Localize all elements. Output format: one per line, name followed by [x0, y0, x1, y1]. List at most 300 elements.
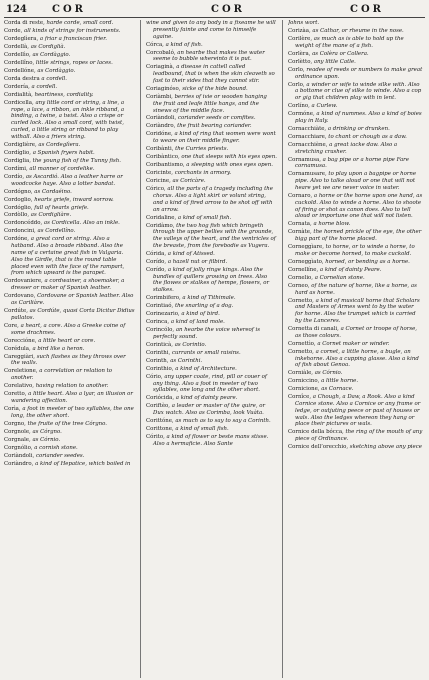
entry-definition: a little heart. Also a lyar, an illusion or wandering affection. — [11, 391, 133, 404]
dictionary-entry — [288, 157, 423, 171]
dictionary-entry — [146, 327, 277, 341]
dictionary-entry — [288, 142, 423, 156]
entry-headword: Coriàndoli, — [4, 452, 35, 459]
header-rule — [4, 17, 425, 18]
entry-definition: the snarling of a dog. — [174, 303, 234, 310]
dictionary-entry — [146, 366, 277, 373]
entry-definition: a cordell. — [41, 75, 67, 82]
dictionary-entry — [4, 228, 135, 235]
page-header — [6, 4, 425, 18]
entry-definition: any upper coate, rind, pill or couer of any thing. Also a foot in meeter of two syllables, one long and the other short. — [153, 373, 267, 394]
dictionary-entry — [288, 134, 423, 141]
dictionary-entry — [146, 123, 277, 130]
entry-definition: a drinking or drunken. — [327, 125, 390, 132]
dictionary-entry — [4, 437, 135, 444]
entry-headword: Cormóne, — [288, 111, 315, 118]
entry-headword: Coreletione, — [4, 368, 38, 375]
dictionary-entry — [4, 52, 135, 59]
dictionary-entry — [146, 251, 277, 258]
dictionary-entry — [146, 215, 277, 222]
running-head-left: COR — [52, 4, 86, 15]
dictionary-entry — [4, 278, 135, 292]
dictionary-entry — [4, 429, 135, 436]
entry-headword: Coridaline, — [146, 214, 177, 221]
dictionary-entry — [4, 166, 135, 173]
dictionary-entry — [288, 67, 423, 81]
entry-definition: as Córgno. — [32, 428, 62, 435]
entry-headword: Corgnale, — [4, 436, 31, 443]
entry-headword: Cordellà, — [4, 43, 29, 50]
entry-headword: Coriaginà, — [146, 64, 175, 71]
dictionary-entry — [288, 394, 423, 428]
dictionary-entry — [146, 86, 277, 93]
dictionary-entry — [4, 445, 135, 452]
entry-definition: a Cornet maker or winder. — [317, 340, 390, 347]
entry-headword: Corlètto, — [288, 58, 313, 65]
dictionary-entry — [288, 82, 423, 102]
column-2 — [146, 20, 277, 678]
dictionary-entry — [4, 212, 135, 219]
running-head-right: COR — [350, 4, 384, 15]
entry-headword: Core, — [4, 322, 19, 329]
entry-definition: as Ascardió. Also a leather harre or woodcocke haye. Also a lotter bandat. — [11, 173, 123, 187]
dictionary-entry — [4, 60, 135, 67]
dictionary-entry — [4, 142, 135, 149]
entry-headword: Corgnólio, — [4, 444, 33, 451]
entry-definition: a heart, a core. Also a Greeke coine of some drachmes. — [11, 322, 126, 336]
entry-definition: a kind of fish. — [165, 41, 203, 48]
dictionary-entry — [4, 236, 135, 277]
dictionary-entry — [146, 146, 277, 153]
dictionary-entry — [288, 20, 423, 27]
entry-headword: Cordicella, — [4, 99, 34, 106]
entry-definition: the two hog fish which bringeth through the upper bellies with the grounde, the valleys of the heart, and the ventricles of the breaste, from the forebodie as Vugera. — [153, 222, 276, 249]
entry-definition: sketching above any piece — [349, 444, 422, 451]
dictionary-entry — [4, 453, 135, 460]
entry-definition: readee of reeds or numbers to make great ordinance upon. — [295, 66, 423, 80]
entry-headword: Cordoncéddo, — [4, 220, 43, 227]
dictionary-entry — [146, 178, 277, 185]
entry-headword: Cordógno, — [4, 188, 33, 195]
entry-definition: heartiness, cordiality. — [34, 91, 94, 98]
entry-definition: a kind of ring that women were wont to weare on their middle finger. — [153, 131, 276, 145]
entry-headword: Careggiàri, — [4, 353, 35, 360]
dictionary-entry — [146, 131, 277, 145]
dictionary-entry — [288, 111, 423, 125]
entry-definition: berries of ivie or wooden hanging the fruit and leafe little hangs, and the sinews of the middle face. — [153, 93, 267, 114]
entry-headword: Cordellìo, — [4, 51, 31, 58]
dictionary-entry — [288, 221, 423, 228]
entry-definition: a kind of Atissed. — [167, 250, 215, 257]
entry-headword: Coriócida, — [146, 395, 175, 402]
entry-headword: Corittóne, — [146, 418, 174, 425]
dictionary-entry — [288, 298, 423, 325]
entry-headword: Córito, — [146, 434, 165, 441]
dictionary-entry — [146, 267, 277, 294]
entry-definition: a great iacke daw. Also a stretching crasher. — [295, 141, 398, 155]
dictionary-entry — [4, 68, 135, 75]
entry-headword: Coriàndro, — [4, 460, 34, 467]
column-divider — [282, 20, 283, 678]
dictionary-entry — [4, 461, 135, 468]
entry-headword: Coriàmbi, — [146, 93, 173, 100]
entry-definition: a kind of bird. — [181, 311, 220, 318]
entry-definition: an hearbe the voice whereof is perfectly sound. — [153, 327, 260, 340]
entry-definition: a leader or master of the quire, or Dux watch. Also as Corimba, look Vuàta. — [153, 403, 266, 417]
dictionary-entry — [146, 94, 277, 114]
entry-headword: Córico, — [146, 186, 166, 193]
dictionary-entry — [146, 162, 277, 169]
entry-headword: Corcobaló, — [146, 49, 176, 56]
dictionary-entry — [146, 403, 277, 417]
entry-definition: of the nature of horne, like a horne, as hard as horne. — [295, 282, 417, 296]
entry-definition: a sleeping with ones eyes open. — [186, 162, 273, 169]
entry-definition: a kind of Architecture. — [175, 365, 237, 372]
entry-definition: corchants in armory. — [174, 170, 232, 177]
entry-headword: Cordíglio, — [4, 149, 31, 156]
dictionary-entry — [146, 223, 277, 250]
dictionary-entry — [4, 293, 135, 307]
dictionary-entry — [4, 28, 135, 35]
dictionary-entry — [288, 244, 423, 258]
entry-headword: Coriàndro, — [146, 123, 176, 130]
entry-definition: any little Catle. — [313, 58, 356, 65]
dictionary-entry — [288, 341, 423, 348]
dictionary-entry — [4, 368, 135, 382]
dictionary-entry — [288, 36, 423, 50]
entry-headword: Coretto, — [4, 391, 27, 398]
entry-headword: Coricine, — [146, 178, 171, 185]
dictionary-entry — [4, 76, 135, 83]
entry-headword: Coriaginóso, — [146, 85, 181, 92]
entry-headword: Corniàle, — [288, 370, 313, 377]
entry-headword: Cordellîno, — [4, 59, 35, 66]
entry-definition: as Coricàre. — [172, 178, 206, 185]
entry-definition: a hazell nut or filbird. — [167, 258, 228, 265]
entry-definition: one that sleeps with his eyes open. — [181, 154, 277, 161]
entry-headword: Cordellóne, — [4, 67, 36, 74]
dictionary-entry — [288, 103, 423, 110]
dictionary-entry — [4, 44, 135, 51]
running-head-center: COR — [211, 4, 245, 15]
entry-definition: a kind of land mole. — [170, 319, 225, 326]
entry-headword: Corde, — [4, 27, 23, 34]
entry-headword: Coreccióne, — [4, 337, 37, 344]
entry-headword: Córca, — [146, 41, 164, 48]
entry-definition: as Cordeglìera. — [38, 141, 81, 148]
entry-definition: a winder or wife to winde silke with. Also a bottome or clue of silke to winde. Also a cop or gig that children play with in lent. — [295, 81, 422, 102]
entry-headword: Corilère, — [288, 35, 313, 42]
entry-headword: Corinth, — [146, 357, 169, 364]
entry-definition: a cornet, a little horne, a bugle, an inkehorne. Also a cupping glasse. Also a kind of fish about Genoa. — [295, 348, 419, 369]
entry-definition: a kind of dainty Peare. — [319, 266, 382, 273]
dictionary-entry — [146, 358, 277, 365]
dictionary-entry — [288, 267, 423, 274]
entry-definition: as Cordàggio. — [37, 67, 76, 74]
entry-headword: Corinticà, — [146, 341, 173, 348]
entry-definition: as Cathar, or rheume in the nose. — [312, 27, 404, 34]
dictionary-entry — [288, 349, 423, 369]
entry-definition: as Cordiglià. — [30, 43, 66, 50]
entry-definition: a bird like a heron. — [32, 345, 85, 352]
entry-definition: the fruite of the tree Córgno. — [27, 420, 108, 427]
entry-definition: a horne or the horne upon one hand, as cuckold. Also to winde a horne. Also to shoote of firing or shot as canon does. Also to tell aloud or importune one that will not listen. — [295, 192, 423, 220]
dictionary-entry — [4, 174, 135, 188]
entry-definition: all manner of cordelike. — [29, 165, 95, 172]
column-1 — [4, 20, 135, 678]
dictionary-entry — [288, 171, 423, 191]
entry-headword: Cordiglia, — [4, 157, 31, 164]
entry-headword: Corinthi, — [146, 349, 171, 356]
dictionary-entry — [146, 303, 277, 310]
entry-definition: all kinds of strings for instruments. — [24, 27, 121, 34]
entry-headword: Corittone, — [146, 426, 174, 433]
entry-definition: a friar a franciscan frier. — [39, 35, 107, 42]
entry-headword: Cornetto, — [288, 348, 314, 355]
entry-definition: the horned prickle of the eye, the other bigg part of the horne placed. — [295, 229, 422, 243]
entry-headword: Cornacchiàte, — [288, 125, 327, 132]
entry-definition: as much as to say to say a Corinth. — [175, 418, 271, 425]
entry-definition: harde corde, small cord. — [46, 20, 114, 26]
entry-headword: Corda destra — [4, 75, 40, 82]
dictionary-entry — [4, 338, 135, 345]
entry-headword: Corincólo, — [146, 327, 175, 334]
dictionary-entry — [288, 378, 423, 385]
entry-definition: a kind of small fish. — [175, 426, 229, 433]
dictionary-entry — [288, 126, 423, 133]
entry-headword: Córida, — [146, 250, 167, 257]
entry-definition: as Cordellîno. — [37, 228, 76, 235]
entry-headword: Cordóne, — [4, 236, 30, 243]
entry-definition: as Cornace. — [321, 386, 354, 393]
dictionary-entry — [146, 311, 277, 318]
entry-headword: Cordío, — [4, 173, 25, 180]
entry-headword: Corinezario, — [146, 311, 180, 318]
entry-headword: Cornacchiène, — [288, 141, 328, 148]
dictionary-entry — [146, 426, 277, 433]
dictionary-entry — [288, 229, 423, 243]
entry-headword: Corído, — [146, 266, 167, 273]
entry-headword: Corìa, — [4, 405, 21, 412]
entry-definition: to horne, or to winde a horne, to make or become horned, to make cuckold. — [295, 244, 415, 257]
entry-definition: currants or small raisins. — [171, 349, 241, 356]
entry-definition: as Córnio. — [32, 436, 61, 443]
entry-definition: having relation to another. — [35, 383, 109, 390]
entry-headword: Cordúte, — [4, 307, 28, 314]
entry-headword: Corizàa, — [288, 27, 311, 34]
entry-definition: hearts griefe, inward sorrow. — [34, 196, 114, 203]
entry-definition: as much as is able to hold up the weight of the mane of a fish. — [295, 35, 404, 49]
entry-headword: Coridàmo, — [146, 222, 175, 229]
column-divider — [140, 20, 141, 678]
dictionary-entry — [146, 170, 277, 177]
dictionary-entry — [146, 42, 277, 49]
dictionary-entry — [146, 259, 277, 266]
entry-headword: Corlèra, — [288, 50, 311, 57]
entry-headword: Cornetta di canali, — [288, 325, 339, 332]
dictionary-entry — [4, 92, 135, 99]
entry-definition: a great cord or string. Also a hatband. Also a broade ribband. Also the name of a certaine great fish in Vulgaria. Also the Girdle, that is the round table placed even with the face of the rampart, from which upward is the parapet. — [11, 236, 125, 277]
dictionary-entry — [4, 391, 135, 405]
entry-headword: Coriftèo, — [146, 403, 170, 410]
dictionary-entry — [4, 346, 135, 353]
column-3 — [288, 20, 423, 678]
entry-headword: Cordími, — [4, 165, 28, 172]
dictionary-entry — [4, 406, 135, 420]
entry-definition: as Cordigliàre. — [30, 212, 72, 219]
entry-definition: a kind of small fish. — [177, 214, 232, 221]
entry-definition: sicke of the hide bound. — [182, 85, 248, 92]
dictionary-entry — [4, 36, 135, 43]
entry-definition: as Córnio. — [314, 370, 343, 377]
entry-headword: Cornicione, — [288, 386, 320, 393]
entry-headword: Coricinte, — [146, 170, 173, 177]
entry-definition: as Cordúte, quasi Corta Dicitur Didius pallatos. — [11, 307, 135, 321]
entry-definition: a correlation or relation to another. — [11, 368, 113, 382]
dictionary-entry — [4, 84, 135, 91]
entry-definition: coriander seeds or comfites. — [177, 115, 256, 122]
entry-definition: such flashes as they throws over the walls. — [11, 353, 126, 367]
entry-definition: as Cordicella. Also an inkle. — [43, 220, 120, 227]
entry-definition: all the parts of a tragedy including the chorus. Also a light skirt or volunt string, and a kind of fired arrow to be shot off with an arrow. — [153, 186, 273, 213]
dictionary-entry — [288, 386, 423, 393]
entry-definition: horned, or bending as a horne. — [325, 258, 410, 265]
entry-headword: Cornettìo, — [288, 340, 316, 347]
entry-headword: Coribànti, — [146, 146, 174, 153]
dictionary-entry — [288, 275, 423, 282]
dictionary-entry — [4, 100, 135, 141]
entry-definition: a bag pipe or a horne pipe Fare cornamusa. — [295, 156, 409, 170]
entry-headword: Corlíno, — [288, 103, 310, 110]
entry-headword: Coridóne, — [146, 131, 173, 138]
entry-definition: a kind of musicall horne that Scholars and Masters of Armes went to by the water for horne. Also the trumpet which is carried by the Lanceres. — [295, 297, 420, 324]
entry-definition: a kind of nummes. Also a kind of boies play in Italy. — [295, 111, 422, 124]
entry-headword: Corído, — [146, 258, 167, 265]
page-number: 124 — [6, 4, 27, 15]
entry-definition: a kind of Tithimale. — [182, 295, 236, 302]
entry-headword: Cordiglière, — [4, 141, 37, 148]
entry-headword: Corneggìato, — [288, 258, 324, 265]
entry-headword: Cordeglìera, — [4, 35, 39, 42]
dictionary-entry — [4, 189, 135, 196]
dictionary-entry — [288, 51, 423, 58]
entry-headword: Corgno, — [4, 420, 26, 427]
entry-definition: a disease in cattell called leadbound, that is when the skin cleaveth so fast to their sides that they cannot stir. — [153, 64, 275, 84]
entry-definition: a horne blow. — [313, 221, 351, 228]
dictionary-entry — [4, 150, 135, 157]
entry-headword: Corlo, — [288, 81, 305, 88]
entry-definition: a Spanish fryers habit. — [32, 149, 95, 156]
dictionary-entry — [288, 326, 423, 340]
entry-definition: to chant or chough as a daw. — [328, 133, 407, 140]
dictionary-entry — [146, 319, 277, 326]
entry-headword: Coribantismo, — [146, 162, 185, 169]
entry-definition: a cordell. — [31, 83, 58, 90]
entry-definition: a Cornelian stone. — [314, 274, 365, 281]
entry-headword: Corda di reste, — [4, 20, 45, 26]
entry-definition: a Cornet or troope of horse, as those colours. — [295, 325, 418, 339]
dictionary-entry — [146, 434, 277, 448]
dictionary-entry — [146, 350, 277, 357]
entry-definition: the Curries priests. — [175, 146, 229, 153]
entry-headword: Cordovaniere, — [4, 278, 43, 285]
entry-definition: Cordovane or Spanish leather. Also as Cariliàre. — [11, 293, 134, 306]
dictionary-entry — [288, 429, 423, 443]
dictionary-entry — [146, 186, 277, 213]
entry-definition: as Corintio. — [174, 341, 207, 348]
entry-headword: Cornellíne, — [288, 266, 319, 273]
entry-definition: a Chough, a Daw, a Rook. Also a kind Cornice stone. Also a Cornice or any frame or ledge, or outjuting peece or past of houses or wals. Also the ledges whereon they hang or place their pictures or wals. — [295, 394, 421, 428]
entry-headword: Coriàndoli, — [146, 115, 177, 122]
entry-headword: Corimbifero, — [146, 295, 181, 302]
dictionary-entry — [146, 395, 277, 402]
dictionary-entry — [288, 193, 423, 220]
entry-headword: Corelativo, — [4, 383, 34, 390]
entry-definition: a Curlew. — [311, 103, 338, 110]
entry-definition: a foot in meeter of two syllables, the one long, the other short. — [11, 405, 134, 419]
dictionary-entry — [4, 421, 135, 428]
entry-headword: Cornàte, — [288, 229, 312, 236]
entry-definition: any little cord or string, a line, a rope, a lace, a ribbon, an inkle ribband, a binding, a twine, a twist. Also a crispe or curled lock. Also a small cord, with twist, curled, a little string or ribband to play withall. Also a friers string. — [11, 99, 125, 140]
entry-headword: Cordoglio, — [4, 196, 33, 203]
entry-headword: Corgnole, — [4, 428, 31, 435]
entry-headword: Corneo, — [288, 282, 310, 289]
entry-headword: Corniccino, — [288, 378, 320, 385]
entry-headword: Corneggìare, — [288, 244, 324, 251]
entry-headword: Cornamusare, — [288, 171, 327, 178]
dictionary-entry — [288, 59, 423, 66]
entry-definition: as Corinthi. — [170, 357, 203, 364]
dictionary-entry — [288, 444, 423, 451]
entry-headword: Cordoncini, — [4, 228, 36, 235]
entry-definition: the ring of the mouth of any piece of Ordinance. — [295, 429, 423, 443]
entry-headword: Cornetto, — [288, 297, 314, 304]
entry-definition: wine and given to any body in a fixeame he will presently fainte and come to himselfe againe. — [146, 20, 276, 40]
dictionary-entry — [4, 383, 135, 390]
dictionary-entry — [146, 374, 277, 394]
dictionary-entry — [146, 64, 277, 84]
entry-definition: coriander seedes. — [35, 452, 85, 459]
entry-definition: a kind of flower or beste mans stisse. Also a hermaficie. Also Sante — [153, 434, 269, 447]
entry-headword: Corintiaó, — [146, 303, 174, 310]
entry-headword: Corinca, — [146, 319, 170, 326]
columns-container — [4, 20, 425, 678]
entry-headword: Cornice dell’orecchio, — [288, 444, 349, 451]
entry-definition: a little horne. — [321, 378, 359, 385]
entry-definition: the young fish of the Tunny fish. — [32, 157, 121, 164]
entry-definition: a kind of Hepatice, which boiled in — [35, 460, 131, 467]
entry-headword: Corinthio, — [146, 365, 174, 372]
entry-headword: Cordóglio, — [4, 204, 33, 211]
dictionary-entry — [4, 20, 135, 27]
entry-headword: Cornacchiare, — [288, 133, 327, 140]
dictionary-entry — [146, 295, 277, 302]
entry-definition: as Colèra or Collera. — [312, 50, 369, 57]
dictionary-entry — [146, 115, 277, 122]
dictionary-entry — [4, 323, 135, 337]
dictionary-entry — [288, 370, 423, 377]
entry-headword: Cordería, — [4, 83, 30, 90]
dictionary-entry — [4, 197, 135, 204]
entry-definition: a little heart or core. — [38, 337, 96, 344]
dictionary-entry — [288, 28, 423, 35]
entry-definition: as Cordàggio. — [32, 51, 71, 58]
entry-definition: a kind of jolly ringe kings. Also the bundles of quillers growing on trees. Also the flowes or stalkes of hempe, flowers, or stalkes. — [153, 266, 270, 294]
entry-definition: Johns wort. — [288, 20, 320, 26]
entry-headword: Cornîce, — [288, 394, 312, 401]
entry-definition: an hearbe that makes the water seeme to bubble whereinto it is put. — [153, 49, 265, 63]
dictionary-entry — [146, 342, 277, 349]
